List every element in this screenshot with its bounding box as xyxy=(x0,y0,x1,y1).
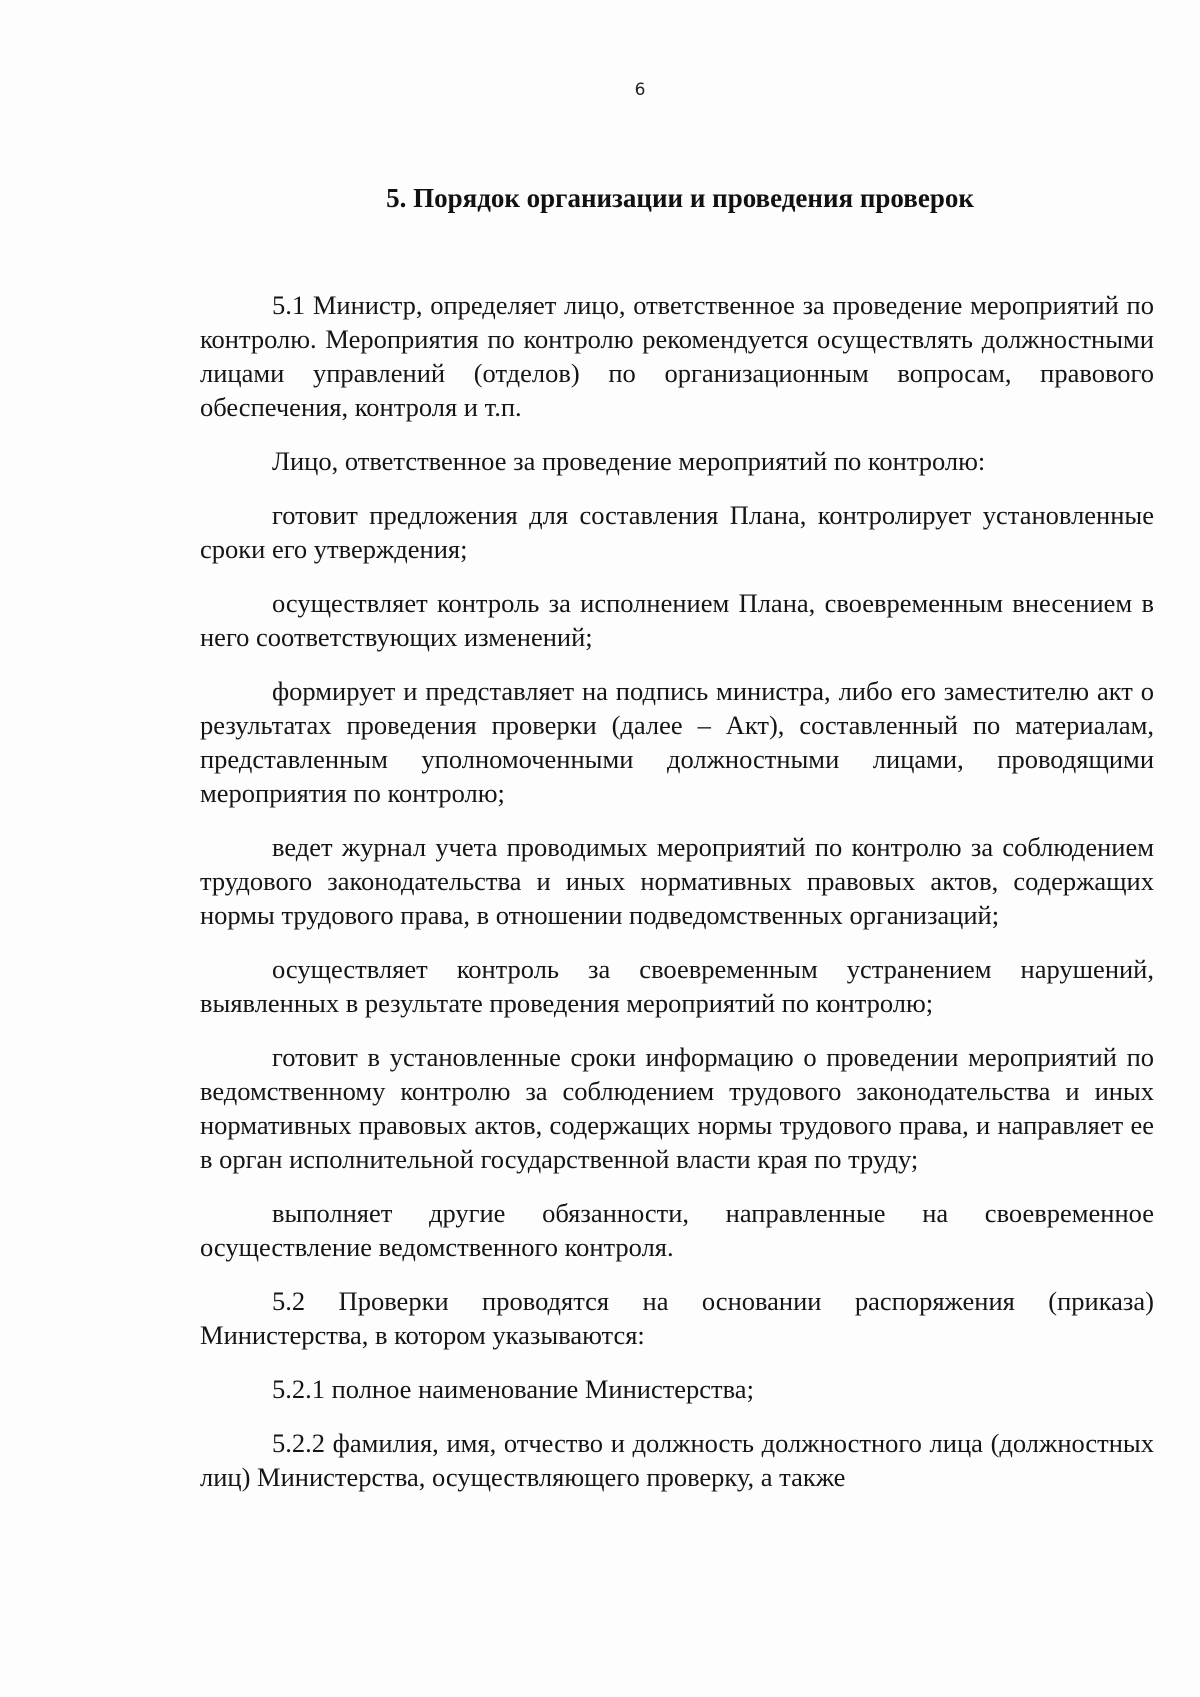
section-title: 5. Порядок организации и проведения проверок xyxy=(386,183,974,213)
paragraph-5-2-2: 5.2.2 фамилия, имя, отчество и должность должностного лица (должностных лиц) Министерства, осуществляющего проверку, а также xyxy=(200,1428,1154,1492)
page-number: 6 xyxy=(634,80,646,100)
paragraph-duty-other: выполняет другие обязанности, направленные на своевременное осуществление ведомственного контроля. xyxy=(200,1198,1154,1262)
paragraph-duty-journal: ведет журнал учета проводимых мероприятий по контролю за соблюдением трудового законодательства и иных нормативных правовых актов, содержащих нормы трудового права, в отношении подведомственных организаций; xyxy=(200,832,1154,930)
paragraph-duty-plan-proposals: готовит предложения для составления Плана, контролирует установленные сроки его утверждения; xyxy=(200,500,1154,564)
paragraph-5-2-1: 5.2.1 полное наименование Министерства; xyxy=(272,1374,754,1404)
paragraph-duty-act: формирует и представляет на подпись министра, либо его заместителю акт о результатах проведения проверки (далее – Акт), составленный по материалам, представленным уполномоченными должностными лицами, проводящими мероприятия по контролю; xyxy=(200,676,1154,808)
paragraph-responsible-person-intro: Лицо, ответственное за проведение мероприятий по контролю: xyxy=(272,446,986,476)
paragraph-duty-plan-control: осуществляет контроль за исполнением Плана, своевременным внесением в него соответствующих изменений; xyxy=(200,588,1154,652)
paragraph-duty-violations: осуществляет контроль за своевременным устранением нарушений, выявленных в результате проведения мероприятий по контролю; xyxy=(200,954,1154,1018)
paragraph-5-2: 5.2 Проверки проводятся на основании распоряжения (приказа) Министерства, в котором указываются: xyxy=(200,1286,1154,1350)
paragraph-5-1: 5.1 Министр, определяет лицо, ответственное за проведение мероприятий по контролю. Мероприятия по контролю рекомендуется осуществлять должностными лицами управлений (отделов) по организационным вопросам, правового обеспечения, контроля и т.п. xyxy=(200,290,1154,422)
paragraph-duty-information: готовит в установленные сроки информацию о проведении мероприятий по ведомственному контролю за соблюдением трудового законодательства и иных нормативных правовых актов, содержащих нормы трудового права, и направляет ее в орган исполнительной государственной власти края по труду; xyxy=(200,1042,1154,1174)
document-body xyxy=(200,288,1154,1514)
